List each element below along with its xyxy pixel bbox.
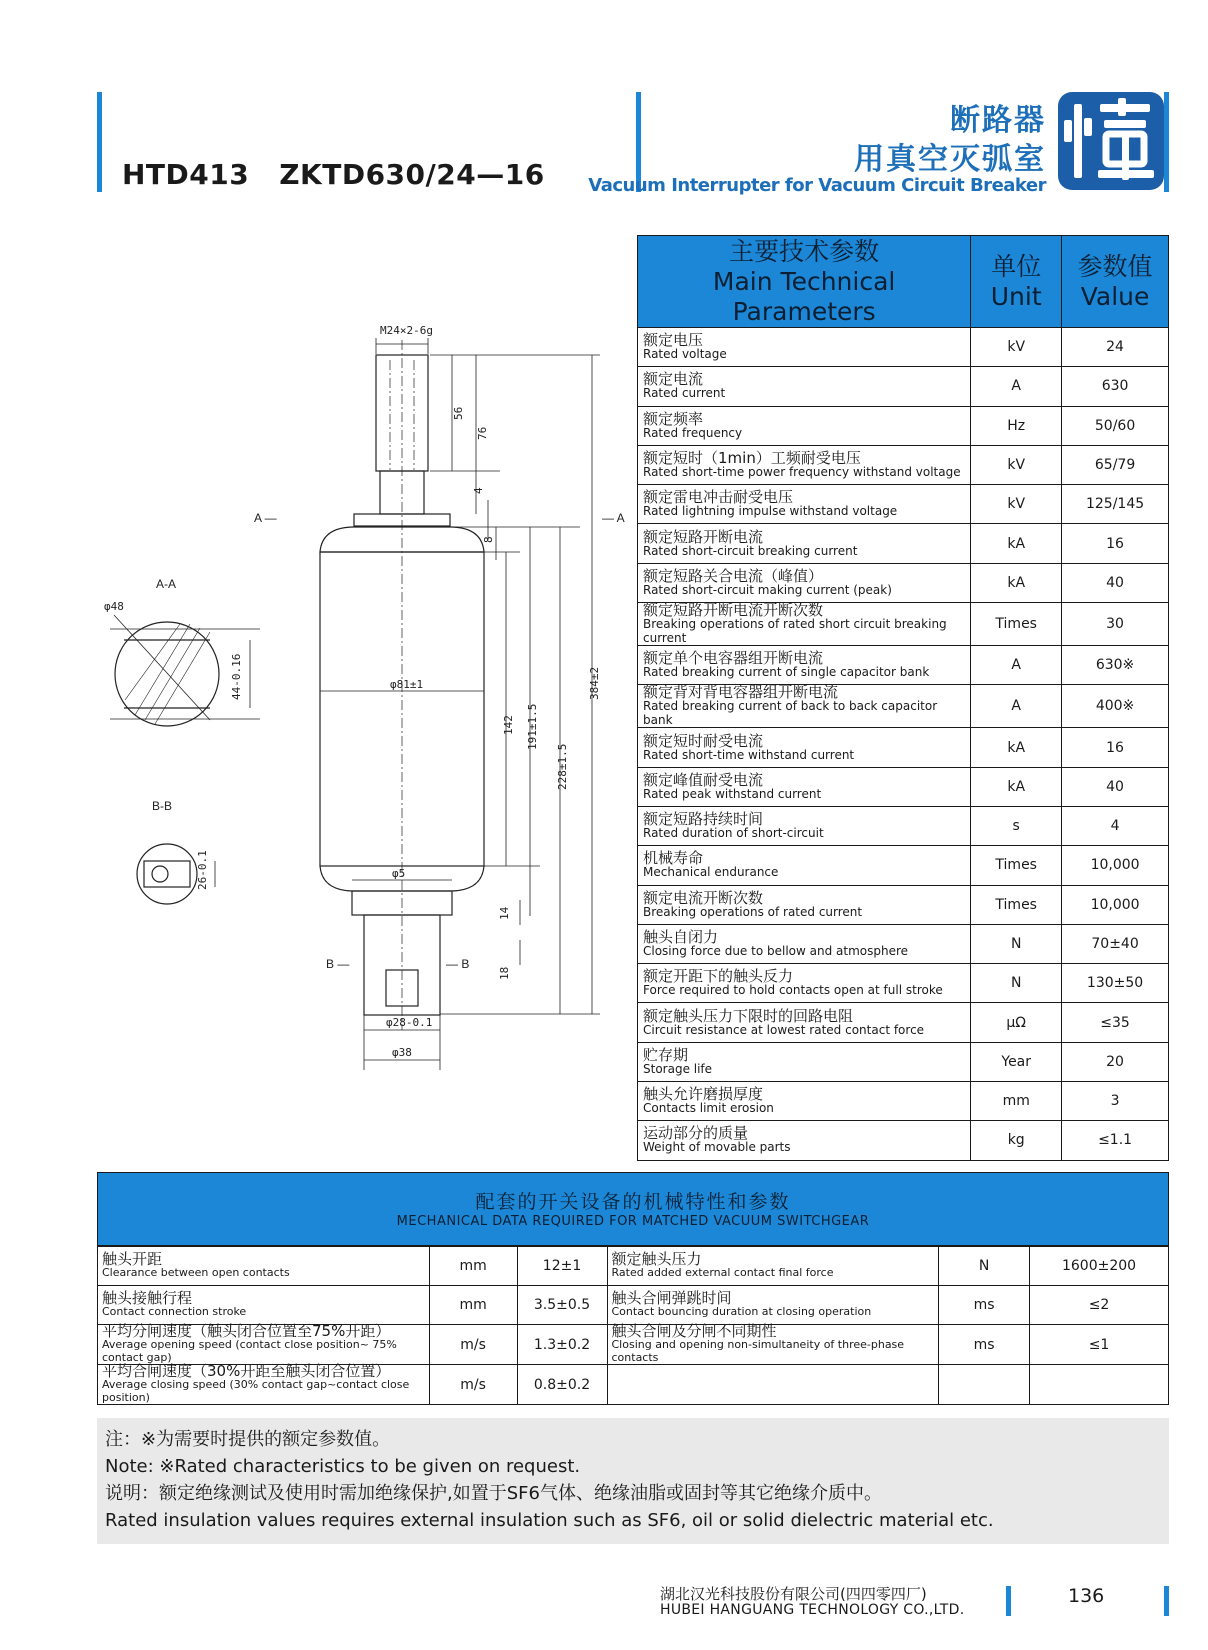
param-name-en: Rated duration of short-circuit [643, 826, 824, 841]
param-name [638, 367, 971, 406]
param-name [638, 806, 971, 845]
param-name [638, 924, 971, 963]
param-value: 20 [1062, 1042, 1169, 1081]
mech-left-name-zh: 平均分闸速度（触头闭合位置至75%开距） [102, 1322, 391, 1340]
param-unit: kg [971, 1121, 1062, 1160]
label-b-right: — B [446, 957, 470, 971]
param-unit: kA [971, 767, 1062, 806]
mech-left-name [98, 1247, 430, 1286]
param-name-zh: 额定电流开断次数 [643, 888, 764, 907]
param-value: 630 [1062, 367, 1169, 406]
mech-left-name [98, 1286, 430, 1325]
param-name-en: Rated peak withstand current [643, 786, 822, 801]
param-unit: μΩ [971, 1003, 1062, 1042]
param-name [638, 563, 971, 602]
param-name-en: Rated short-circuit making current (peak) [643, 582, 892, 597]
mech-right-name [607, 1365, 939, 1405]
dim-228: 228±1.5 [556, 743, 569, 790]
param-row [638, 1121, 1169, 1160]
mech-right-value: ≤1 [1030, 1325, 1169, 1365]
mech-left-name-zh: 平均合闸速度（30%开距至触头闭合位置） [102, 1362, 391, 1380]
param-unit: A [971, 646, 1062, 685]
param-value: 65/79 [1062, 445, 1169, 484]
param-name-zh: 额定短路关合电流（峰值） [643, 566, 824, 585]
param-name-zh: 触头允许磨损厚度 [643, 1085, 764, 1104]
param-row [638, 646, 1169, 685]
param-name-en: Rated short-circuit breaking current [643, 543, 858, 558]
param-name-zh: 触头自闭力 [643, 928, 719, 946]
param-unit: kA [971, 524, 1062, 563]
param-unit: s [971, 806, 1062, 845]
model-name: ZKTD630/24—16 [279, 158, 545, 191]
mech-right-name [607, 1286, 939, 1325]
param-value: 125/145 [1062, 485, 1169, 524]
dim-d5: φ5 [392, 867, 406, 880]
param-value: 130±50 [1062, 964, 1169, 1003]
param-name-zh: 额定雷电冲击耐受电压 [643, 488, 794, 507]
label-a-left: A — [254, 511, 277, 525]
mechanical-data-section [97, 1172, 1169, 1405]
param-value: 24 [1062, 328, 1169, 367]
header-parameters: 主要技术参数 Main Technical Parameters [638, 236, 971, 328]
param-name [638, 728, 971, 767]
dim-44: 44-0.16 [230, 653, 243, 700]
dim-142: 142 [502, 715, 515, 735]
param-unit: Times [971, 885, 1062, 924]
param-row [638, 524, 1169, 563]
mech-left-name [98, 1362, 430, 1405]
param-name-en: Rated current [643, 386, 726, 401]
param-value: 40 [1062, 563, 1169, 602]
param-name [638, 485, 971, 524]
param-unit: N [971, 924, 1062, 963]
mech-right-value: 1600±200 [1030, 1247, 1169, 1286]
mech-right-name-en: Rated added external contact final force [611, 1266, 834, 1279]
param-name [638, 646, 971, 685]
param-row [638, 806, 1169, 845]
mech-left-unit: m/s [429, 1365, 517, 1405]
param-row [638, 603, 1169, 646]
param-value: ≤1.1 [1062, 1121, 1169, 1160]
param-unit: mm [971, 1082, 1062, 1121]
param-row [638, 685, 1169, 728]
param-value: 40 [1062, 767, 1169, 806]
param-name-en: Closing force due to bellow and atmosphere [643, 944, 909, 958]
param-unit: kV [971, 485, 1062, 524]
mech-left-name-en: Clearance between open contacts [102, 1266, 290, 1279]
param-name [638, 885, 971, 924]
page-number: 136 [1068, 1585, 1105, 1607]
mech-left-unit: m/s [429, 1325, 517, 1365]
param-value: ≤35 [1062, 1003, 1169, 1042]
desc-en: Rated insulation values requires external insulation such as SF6, oil or solid dielectric material etc. [105, 1510, 994, 1531]
param-value: 10,000 [1062, 846, 1169, 885]
param-name-en: Rated short-time withstand current [643, 747, 855, 762]
mech-right-name-en: Closing and opening non-simultaneity of three-phase contacts [611, 1338, 905, 1364]
param-name-zh: 运动部分的质量 [643, 1124, 749, 1143]
mech-title-zh: 配套的开关设备的机械特性和参数 [475, 1191, 791, 1213]
param-name [638, 1082, 971, 1121]
param-value: 630※ [1062, 646, 1169, 685]
footer-company-en: HUBEI HANGUANG TECHNOLOGY CO.,LTD. [660, 1602, 965, 1618]
mech-right-unit: ms [939, 1325, 1030, 1365]
mechanical-data-header [97, 1172, 1169, 1246]
param-value: 400※ [1062, 685, 1169, 728]
dim-4: 4 [472, 487, 485, 494]
mech-right-name-en: Contact bouncing duration at closing operation [611, 1305, 872, 1318]
param-name-en: Rated lightning impulse withstand voltage [643, 504, 898, 519]
param-name-en: Mechanical endurance [643, 865, 779, 880]
param-row [638, 885, 1169, 924]
label-b-left: B — [326, 957, 350, 971]
param-name-zh: 额定频率 [643, 409, 704, 428]
param-name [638, 964, 971, 1003]
param-row [638, 563, 1169, 602]
param-value: 4 [1062, 806, 1169, 845]
param-unit: Hz [971, 406, 1062, 445]
param-name-zh: 额定短路开断电流开断次数 [643, 601, 824, 620]
param-value: 16 [1062, 524, 1169, 563]
dim-d48: φ48 [104, 600, 124, 613]
param-value: 50/60 [1062, 406, 1169, 445]
label-section-bb: B-B [152, 799, 173, 813]
param-name-zh: 机械寿命 [643, 849, 704, 868]
dim-384: 384±2 [588, 666, 601, 700]
dim-d28: φ28-0.1 [386, 1016, 433, 1029]
param-row [638, 924, 1169, 963]
mech-title-en: MECHANICAL DATA REQUIRED FOR MATCHED VACUUM SWITCHGEAR [396, 1214, 870, 1229]
param-table-header [638, 236, 1169, 328]
param-name-en: Rated breaking current of back to back capacitor bank [643, 699, 938, 728]
param-value: 16 [1062, 728, 1169, 767]
param-row [638, 328, 1169, 367]
notes-box [97, 1418, 1169, 1544]
param-name-zh: 额定峰值耐受电流 [643, 770, 764, 789]
dim-26: 26-0.1 [196, 850, 209, 890]
mech-right-value [1030, 1365, 1169, 1405]
param-row [638, 1003, 1169, 1042]
mech-left-value: 1.3±0.2 [517, 1325, 607, 1365]
param-name-zh: 额定开距下的触头反力 [643, 967, 794, 986]
param-unit: kV [971, 328, 1062, 367]
param-row [638, 367, 1169, 406]
title-zh-line2: 用真空灭弧室 [854, 142, 1046, 177]
mech-left-name-zh: 触头接触行程 [102, 1289, 193, 1307]
mech-left-name-zh: 触头开距 [102, 1250, 163, 1268]
param-unit: kV [971, 445, 1062, 484]
param-row [638, 846, 1169, 885]
mech-right-name-zh: 触头合闸及分闸不同期性 [611, 1322, 777, 1340]
param-name [638, 445, 971, 484]
desc-zh: 说明：额定绝缘测试及使用时需加绝缘保护,如置于SF6气体、绝缘油脂或固封等其它绝缘介质中。 [105, 1483, 882, 1504]
param-name-en: Breaking operations of rated short circuit breaking current [643, 617, 947, 646]
param-name-en: Contacts limit erosion [643, 1101, 774, 1116]
param-name-zh: 额定短时耐受电流 [643, 731, 764, 750]
dim-thread: M24×2-6g [380, 324, 433, 337]
param-value: 10,000 [1062, 885, 1169, 924]
param-row [638, 445, 1169, 484]
param-unit: Times [971, 603, 1062, 646]
param-name-zh: 额定单个电容器组开断电流 [643, 649, 824, 668]
param-unit: Year [971, 1042, 1062, 1081]
mech-left-unit: mm [429, 1247, 517, 1286]
mech-left-value: 0.8±0.2 [517, 1365, 607, 1405]
param-name-zh: 额定电流 [643, 370, 704, 389]
param-name [638, 685, 971, 728]
param-name-zh: 贮存期 [643, 1045, 689, 1064]
param-name-zh: 额定电压 [643, 331, 704, 350]
mech-right-unit: N [939, 1247, 1030, 1286]
note-en: Note: ※Rated characteristics to be given on request. [105, 1456, 581, 1477]
param-name-zh: 额定短路开断电流 [643, 527, 764, 546]
param-name [638, 767, 971, 806]
label-section-aa: A-A [156, 577, 177, 591]
dim-76: 76 [476, 426, 489, 440]
mech-left-name [98, 1322, 430, 1365]
dim-8: 8 [482, 536, 495, 543]
param-name-en: Force required to hold contacts open at full stroke [643, 983, 943, 998]
mech-left-value: 3.5±0.5 [517, 1286, 607, 1325]
mech-left-value: 12±1 [517, 1247, 607, 1286]
dim-d38: φ38 [392, 1046, 412, 1059]
mech-left-unit: mm [429, 1286, 517, 1325]
mech-right-unit: ms [939, 1286, 1030, 1325]
mech-right-name-zh: 触头合闸弹跳时间 [611, 1289, 732, 1307]
param-unit: A [971, 367, 1062, 406]
param-unit: kA [971, 728, 1062, 767]
technical-drawing [0, 0, 640, 1100]
model-code: HTD413 [122, 158, 250, 191]
note-zh: 注：※为需要时提供的额定参数值。 [105, 1429, 391, 1450]
param-name-zh: 额定触头压力下限时的回路电阻 [643, 1006, 854, 1025]
param-unit: A [971, 685, 1062, 728]
param-value: 3 [1062, 1082, 1169, 1121]
param-name-en: Storage life [643, 1061, 713, 1076]
title-zh-line1: 断路器 [950, 103, 1046, 138]
param-name [638, 1003, 971, 1042]
param-value: 70±40 [1062, 924, 1169, 963]
title-en: Vacuum Interrupter for Vacuum Circuit Breaker [588, 175, 1046, 196]
dim-56: 56 [452, 406, 465, 420]
mech-row [98, 1325, 1169, 1365]
footer-accent-bar-2 [1164, 1586, 1169, 1616]
param-name-en: Rated voltage [643, 347, 727, 362]
param-name [638, 603, 971, 646]
param-name [638, 1121, 971, 1160]
param-unit: N [971, 964, 1062, 1003]
mech-row [98, 1365, 1169, 1405]
hanguang-logo-icon [1056, 90, 1166, 192]
param-name [638, 846, 971, 885]
param-name-zh: 额定背对背电容器组开断电流 [643, 683, 839, 702]
mech-left-name-en: Average opening speed (contact close position~ 75% contact gap) [102, 1338, 397, 1364]
param-name [638, 524, 971, 563]
param-unit: Times [971, 846, 1062, 885]
mech-row [98, 1247, 1169, 1286]
param-name-zh: 额定短时（1min）工频耐受电压 [643, 449, 861, 468]
dim-14: 14 [498, 906, 511, 920]
param-name-en: Rated breaking current of single capacitor bank [643, 665, 930, 680]
mech-left-name-en: Average closing speed (30% contact gap~contact close position) [102, 1378, 410, 1404]
footer-accent-bar-1 [1006, 1586, 1011, 1616]
mech-right-name [607, 1322, 939, 1365]
param-name-en: Circuit resistance at lowest rated contact force [643, 1022, 925, 1037]
footer-company-zh: 湖北汉光科技股份有限公司(四四零四厂) [660, 1585, 927, 1603]
param-name-zh: 额定短路持续时间 [643, 810, 764, 829]
param-name [638, 406, 971, 445]
mech-right-name [607, 1247, 939, 1286]
param-name [638, 1042, 971, 1081]
param-name-en: Rated short-time power frequency withstand voltage [643, 465, 961, 480]
param-row [638, 964, 1169, 1003]
param-unit: kA [971, 563, 1062, 602]
mech-right-unit [939, 1365, 1030, 1405]
mech-left-name-en: Contact connection stroke [102, 1305, 247, 1318]
dim-191: 191±1.5 [526, 703, 539, 750]
mech-row [98, 1286, 1169, 1325]
mech-right-name-zh: 额定触头压力 [611, 1250, 702, 1268]
param-row [638, 767, 1169, 806]
header-unit: 单位 Unit [971, 236, 1062, 328]
header-value: 参数值 Value [1062, 236, 1169, 328]
main-parameters-table [637, 235, 1169, 1161]
dim-d81: φ81±1 [390, 678, 424, 691]
param-row [638, 728, 1169, 767]
param-value: 30 [1062, 603, 1169, 646]
param-name [638, 328, 971, 367]
param-name-en: Weight of movable parts [643, 1140, 791, 1155]
param-row [638, 1082, 1169, 1121]
param-name-en: Breaking operations of rated current [643, 904, 863, 919]
param-row [638, 1042, 1169, 1081]
param-name-en: Rated frequency [643, 425, 743, 440]
mech-right-value: ≤2 [1030, 1286, 1169, 1325]
param-row [638, 406, 1169, 445]
label-a-right: — A [602, 511, 625, 525]
dim-18: 18 [498, 966, 511, 980]
mechanical-data-table [97, 1246, 1169, 1405]
param-row [638, 485, 1169, 524]
